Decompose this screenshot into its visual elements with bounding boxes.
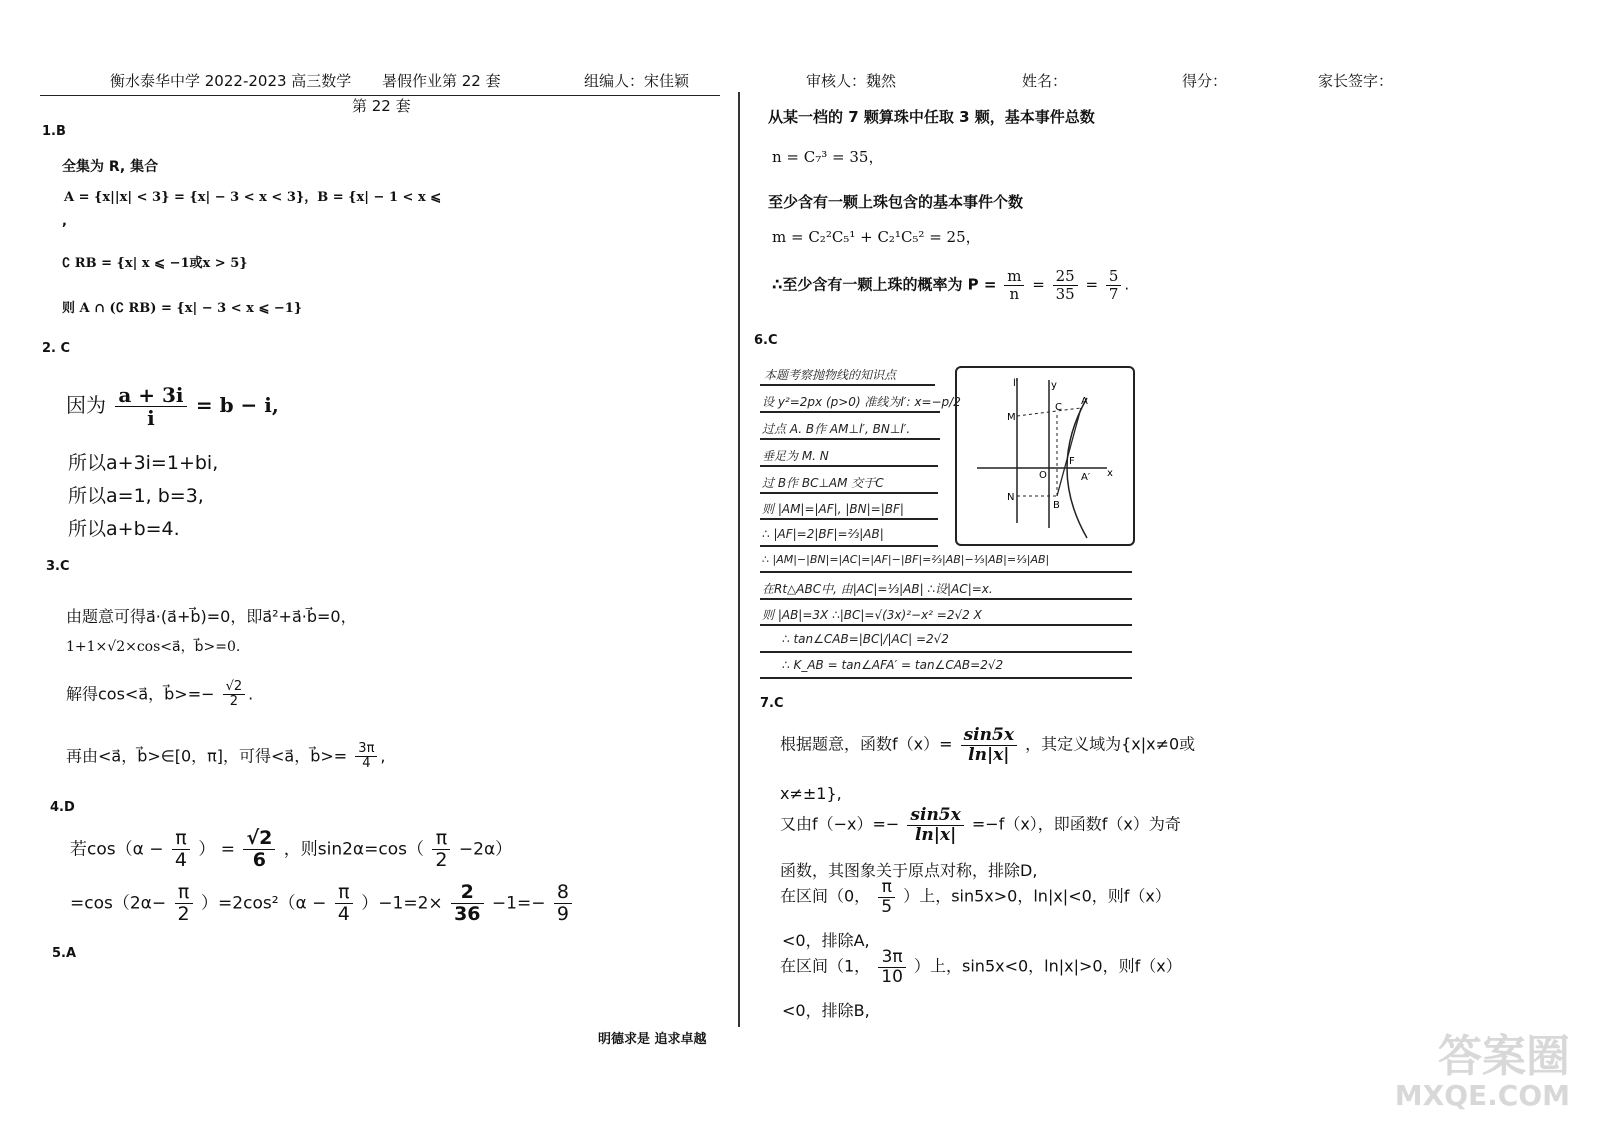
q3-line: [66, 742, 386, 772]
handwritten-line: 设 y²=2px (p>0) 准线为l′: x=−p/2: [762, 395, 961, 409]
watermark-logo: 答案圈: [1438, 1031, 1570, 1082]
hw-underline: [760, 598, 1132, 600]
hw-underline: [760, 677, 1132, 679]
fraction: [1053, 268, 1078, 302]
set-title: 第 22 套: [352, 97, 411, 115]
parabola-sketch-svg: [957, 368, 1133, 544]
question-number: 3.C: [46, 559, 70, 574]
label-n: N: [1007, 492, 1015, 503]
fraction-numerator: m: [1004, 268, 1024, 286]
fraction-numerator: 25: [1053, 268, 1078, 286]
fraction-numerator: π: [432, 828, 450, 850]
fraction-denominator: ln|x|: [968, 744, 1010, 765]
hw-underline: [760, 571, 1132, 573]
q4-text: −1=−: [491, 893, 546, 914]
fraction: [335, 882, 353, 925]
fraction-numerator: π: [335, 882, 353, 904]
fraction-numerator: √2: [243, 828, 275, 850]
label-m: M: [1007, 412, 1016, 423]
fraction-numerator: a + 3i: [115, 384, 186, 407]
q1-line: ,: [62, 214, 67, 229]
fraction-numerator: 3π: [878, 948, 906, 968]
footer-motto: 明德求是 追求卓越: [598, 1032, 707, 1047]
handwritten-line: 在Rt△ABC中, 由|AC|=⅓|AB| ∴设|AC|=x.: [762, 582, 993, 596]
q4-text: ） =: [198, 839, 236, 860]
fraction-denominator: 4: [362, 756, 371, 772]
q2-equation: [66, 384, 279, 429]
q2-text: 因为: [66, 393, 106, 417]
fraction-denominator: 6: [252, 848, 266, 871]
fraction-denominator: ln|x|: [914, 824, 957, 845]
homework-title: 暑假作业第 22 套: [382, 72, 501, 90]
hw-underline: [760, 492, 938, 494]
fraction-numerator: π: [878, 878, 895, 898]
fraction-denominator: 4: [174, 848, 187, 871]
q7-text: ）上，sin5x>0，ln|x|<0，则f（x）: [903, 886, 1171, 906]
label-aprime: A′: [1081, 472, 1091, 483]
q4-text: ）−1=2×: [361, 893, 443, 914]
question-number: 4.D: [50, 800, 75, 815]
fraction-denominator: n: [1009, 284, 1020, 303]
q7-text: 在区间（1，: [780, 956, 871, 976]
fraction-denominator: 7: [1108, 284, 1119, 303]
q5-line: 至少含有一颗上珠包含的基本事件个数: [768, 193, 1024, 211]
q4-text: ，则sin2α=cos（: [283, 839, 424, 860]
handwritten-line: 过 B作 BC⊥AM 交于C: [762, 476, 884, 490]
fraction: [175, 882, 193, 925]
label-f: F: [1069, 456, 1075, 467]
handwritten-line: 本题考察抛物线的知识点: [764, 368, 897, 382]
fraction: [554, 882, 572, 925]
q3-line: 由题意可得a⃗·(a⃗+b⃗)=0，即a⃗²+a⃗·b⃗=0，: [66, 607, 357, 626]
q1-line: ∁ RB = {x| x ⩽ −1或x > 5}: [62, 256, 248, 271]
q5-text: ∴至少含有一颗上珠的概率为 P =: [772, 275, 997, 294]
q7-text: 根据题意，函数f（x）=: [780, 734, 953, 754]
question-number: 2. C: [42, 341, 71, 356]
school-title: 衡水泰华中学 2022-2023 高三数学: [110, 72, 352, 90]
fraction: [172, 828, 190, 871]
handwritten-line: ∴ |AF|=2|BF|=⅔|AB|: [762, 527, 884, 541]
q5-text: =: [1032, 275, 1045, 294]
watermark: [1395, 1033, 1570, 1111]
fraction-denominator: 10: [881, 966, 903, 987]
q4-line: [70, 882, 575, 925]
label-c: C: [1055, 402, 1062, 413]
q5-line: m = C₂²C₅¹ + C₂¹C₅² = 25，: [772, 228, 981, 246]
label-y: y: [1051, 380, 1057, 391]
fraction-denominator: 5: [881, 896, 893, 917]
q7-text: ，其定义域为{x|x≠0或: [1025, 734, 1196, 754]
score-field-label: 得分：: [1182, 72, 1228, 90]
q5-text: .: [1124, 275, 1130, 294]
q2-line: 所以a+b=4.: [68, 518, 180, 540]
q7-text: 又由f（−x）=−: [780, 814, 900, 834]
fraction-numerator: 2: [451, 882, 483, 904]
fraction-denominator: 2: [229, 694, 239, 710]
fraction-denominator: 35: [1055, 284, 1075, 303]
hw-underline: [760, 465, 938, 467]
question-number: 5.A: [52, 946, 77, 961]
fraction-numerator: sin5x: [907, 806, 963, 826]
q4-text: =cos（2α−: [70, 893, 167, 914]
handwritten-line: 则 |AB|=3X ∴|BC|=√(3x)²−x² =2√2 X: [762, 608, 982, 622]
handwritten-line: ∴ |AM|−|BN|=|AC|=|AF|−|BF|=⅔|AB|−⅓|AB|=⅓|AB|: [762, 553, 1050, 566]
fraction: [451, 882, 483, 925]
q3-line: 1+1×√2×cos<a⃗，b⃗>=0.: [66, 639, 241, 655]
fraction: [432, 828, 450, 871]
fraction-numerator: √2: [223, 680, 246, 695]
hw-underline: [760, 545, 938, 547]
fraction: [243, 828, 275, 871]
q2-line: 所以a+3i=1+bi,: [68, 452, 219, 474]
fraction-denominator: 2: [435, 848, 448, 871]
q5-line: 从某一档的 7 颗算珠中任取 3 颗，基本事件总数: [768, 108, 1095, 126]
q5-line: n = C₇³ = 35，: [772, 148, 884, 166]
fraction: [907, 806, 963, 844]
fraction: [878, 878, 895, 916]
hw-underline: [760, 384, 935, 386]
fraction-denominator: 36: [454, 902, 481, 925]
q7-text: ）上，sin5x<0，ln|x|>0，则f（x）: [914, 956, 1182, 976]
q7-text: =−f（x），即函数f（x）为奇: [971, 814, 1181, 834]
segment-ab: [1057, 408, 1081, 496]
fraction: [1106, 268, 1122, 302]
q1-line: A = {x||x| < 3} = {x| − 3 < x < 3}，B = {x| − 1 < x ⩽: [64, 190, 442, 205]
q3-text: ,: [380, 746, 386, 766]
name-field-label: 姓名：: [1022, 72, 1068, 90]
q7-line: [780, 878, 1171, 916]
q5-text: =: [1085, 275, 1099, 294]
handwritten-line: 垂足为 M. N: [762, 449, 829, 463]
fraction-numerator: sin5x: [961, 726, 1017, 746]
q3-text: 解得cos<a⃗，b⃗>=−: [66, 684, 215, 704]
q4-text: ）=2cos²（α −: [201, 893, 327, 914]
fraction-denominator: 4: [337, 902, 350, 925]
q7-line: <0，排除A,: [782, 931, 870, 950]
fraction-denominator: 9: [556, 902, 569, 925]
question-number: 7.C: [760, 696, 784, 711]
q4-line: [70, 828, 512, 871]
q7-line: 函数，其图象关于原点对称，排除D,: [780, 861, 1038, 880]
handwritten-line: ∴ tan∠CAB=|BC|/|AC| =2√2: [782, 632, 949, 646]
parent-sign-label: 家长签字：: [1318, 72, 1394, 90]
q2-text: = b − i,: [195, 393, 279, 417]
q7-text: 在区间（0，: [780, 886, 871, 906]
parabola-sketch: [955, 366, 1135, 546]
label-a: A: [1081, 396, 1088, 407]
handwritten-line: ∴ K_AB = tan∠AFA′ = tan∠CAB=2√2: [782, 658, 1004, 672]
hw-underline: [760, 651, 1132, 653]
q7-line: x≠±1},: [780, 784, 842, 803]
fraction: [355, 742, 377, 772]
label-o: O: [1039, 470, 1047, 481]
question-number: 1.B: [42, 124, 66, 139]
q4-text: 若cos（α −: [70, 839, 164, 860]
fraction: [878, 948, 906, 986]
fraction: [961, 726, 1017, 764]
label-x: x: [1107, 468, 1113, 479]
label-b: B: [1053, 500, 1060, 511]
hw-underline: [760, 518, 938, 520]
fraction-numerator: 5: [1106, 268, 1122, 286]
fraction-numerator: π: [175, 882, 193, 904]
q1-line: 则 A ∩ (∁ RB) = {x| − 3 < x ⩽ −1}: [62, 301, 303, 316]
q7-line: [780, 806, 1181, 844]
q4-text: −2α）: [458, 839, 513, 860]
fraction-denominator: 2: [177, 902, 190, 925]
q3-text: .: [248, 684, 254, 704]
question-number: 6.C: [754, 333, 778, 348]
q3-text: 再由<a⃗，b⃗>∈[0，π]，可得<a⃗，b⃗>=: [66, 746, 348, 766]
watermark-url: MXQE.COM: [1394, 1079, 1570, 1112]
fraction-numerator: π: [172, 828, 190, 850]
handwritten-line: 过点 A. B作 AM⊥l′, BN⊥l′.: [762, 422, 911, 436]
q1-line: 全集为 R, 集合: [62, 159, 159, 175]
fraction-numerator: 3π: [355, 742, 377, 757]
reviewer-label: 审核人：魏然: [806, 72, 897, 90]
handwritten-line: 则 |AM|=|AF|, |BN|=|BF|: [762, 502, 904, 516]
hw-underline: [760, 438, 940, 440]
editor-label: 组编人：宋佳颖: [584, 72, 690, 90]
q7-line: [780, 948, 1182, 986]
column-divider: [738, 92, 740, 1027]
fraction-numerator: 8: [554, 882, 572, 904]
fraction: [1004, 268, 1024, 302]
hw-underline: [760, 411, 940, 413]
q5-line: [772, 268, 1129, 302]
fraction: [223, 680, 246, 710]
q7-line: <0，排除B,: [782, 1001, 870, 1020]
label-lprime: l′: [1013, 378, 1019, 389]
hw-underline: [760, 624, 1132, 626]
q2-line: 所以a=1, b=3,: [68, 485, 204, 507]
fraction-denominator: i: [147, 406, 155, 430]
q3-line: [66, 680, 253, 710]
fraction: [115, 384, 186, 429]
q7-line: [780, 726, 1195, 764]
